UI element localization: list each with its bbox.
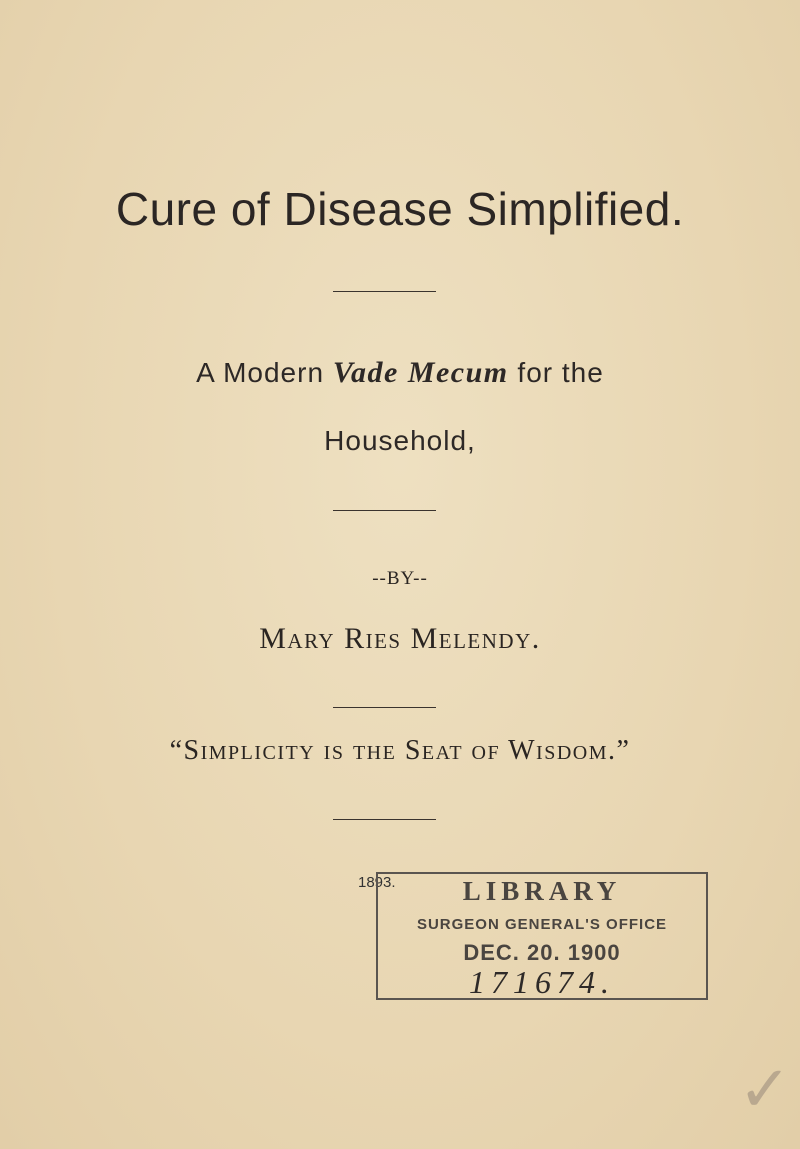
- stamp-library-label: LIBRARY: [462, 876, 622, 906]
- stamp-date: DEC. 20. 1900: [463, 940, 621, 965]
- subtitle: [0, 356, 800, 390]
- subtitle-prefix: A Modern: [196, 357, 325, 388]
- author-name: Mary Ries Melendy.: [259, 622, 541, 655]
- stamp-office-label: SURGEON GENERAL'S OFFICE: [416, 916, 668, 933]
- divider-4: [333, 819, 436, 820]
- subtitle-suffix: for the: [517, 357, 604, 388]
- divider-2: [333, 510, 436, 511]
- byline-label: --BY--: [372, 568, 428, 589]
- book-title: Cure of Disease Simplified.: [115, 183, 685, 235]
- subtitle-emphasis: Vade Mecum: [332, 356, 509, 389]
- pencil-check-mark: ✓: [738, 1053, 792, 1125]
- stamp-accession-number: 171674.: [469, 964, 615, 1000]
- motto: “Simplicity is the Seat of Wisdom.”: [169, 735, 631, 766]
- subtitle-household: Household,: [324, 425, 476, 456]
- publication-year: 1893.: [358, 874, 396, 891]
- divider-1: [333, 291, 436, 292]
- divider-3: [333, 707, 436, 708]
